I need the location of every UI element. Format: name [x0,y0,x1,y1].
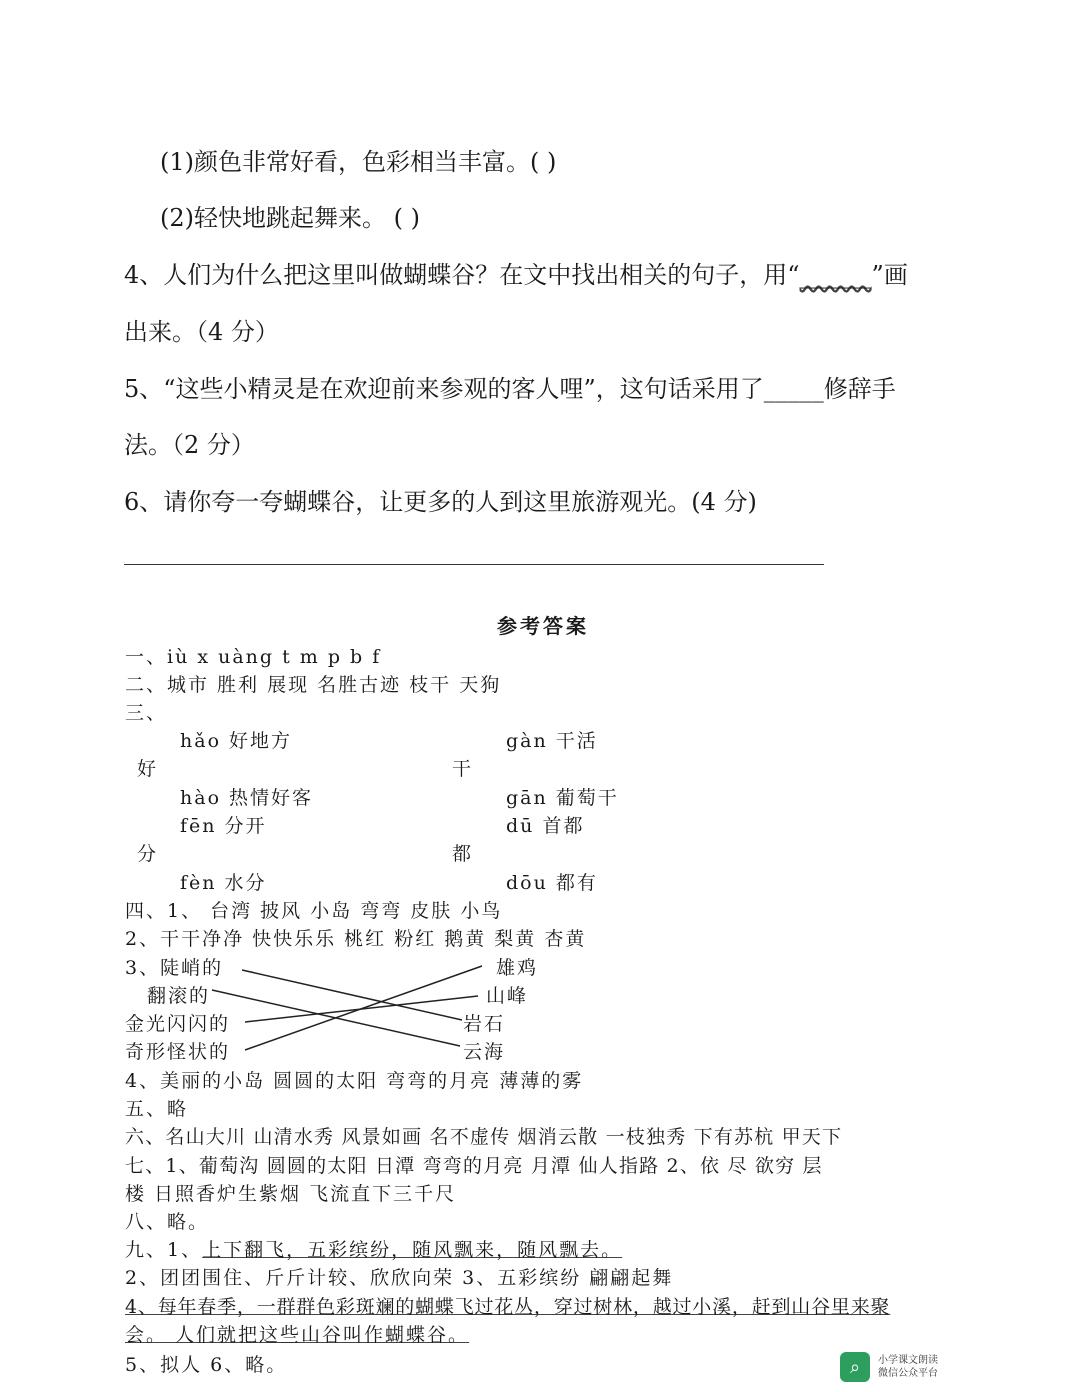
pinyin-gan1: gān 葡萄干 [506,787,619,809]
search-icon: ⌕ [840,1352,870,1382]
answer-5: 五、略 [125,1098,189,1120]
answer-2: 二、城市 胜利 展现 名胜古迹 枝干 天狗 [125,674,502,696]
answer-7-1: 七、1、葡萄沟 圆圆的太阳 日潭 弯弯的月亮 月潭 仙人指路 2、依 尽 欲穷 层 [125,1155,823,1177]
question-5-line2: 法。（2 分） [124,431,255,459]
pinyin-fen4: fèn 水分 [180,872,267,894]
question-4-text-end: ”画 [871,261,908,289]
pinyin-hao3: hǎo 好地方 [180,730,293,752]
answer-9-1-prefix: 九、1、 [125,1239,203,1261]
question-3-1: (1)颜色非常好看，色彩相当丰富。( ) [160,148,557,176]
question-6: 6、请你夸一夸蝴蝶谷，让更多的人到这里旅游观光。(4 分) [124,488,757,516]
answer-9-1 [125,1235,622,1262]
match-left-4: 奇形怪状的 [125,1041,231,1063]
char-hao: 好 [137,758,159,780]
match-right-1: 雄鸡 [496,957,539,979]
match-right-4: 云海 [463,1041,506,1063]
char-gan: 干 [452,758,474,780]
answer-8: 八、略。 [125,1211,210,1233]
char-fen: 分 [137,843,159,865]
question-4-line2: 出来。（4 分） [124,318,279,346]
question-5: 5、“这些小精灵是在欢迎前来参观的客人哩”，这句话采用了_____修辞手 [124,375,896,403]
answer-9-1-underlined: 上下翻飞，五彩缤纷，随风飘来，随风飘去。 [202,1239,623,1261]
pinyin-gan4: gàn 干活 [506,730,598,752]
pinyin-dou1: dōu 都有 [506,872,598,894]
question-3-2: (2)轻快地跳起舞来。 ( ) [160,204,420,232]
answer-6: 六、名山大川 山清水秀 风景如画 名不虚传 烟消云散 一枝独秀 下有苏杭 甲天下 [125,1126,843,1148]
pinyin-du1: dū 首都 [506,815,585,837]
watermark-line2: 微信公众平台 [878,1368,938,1379]
answer-7-2: 楼 日照香炉生紫烟 飞流直下三千尺 [125,1183,457,1205]
watermark-line1: 小学课文朗读 [878,1355,938,1366]
answer-3: 三、 [125,702,168,724]
question-4-text: 4、人们为什么把这里叫做蝴蝶谷？在文中找出相关的句子，用“ [124,261,800,289]
pinyin-fen1: fēn 分开 [180,815,267,837]
answer-9-4a: 4、每年春季，一群群色彩斑斓的蝴蝶飞过花丛，穿过树林，越过小溪，赶到山谷里来聚 [125,1296,891,1318]
answer-4-4: 4、美丽的小岛 圆圆的太阳 弯弯的月亮 薄薄的雾 [125,1070,584,1092]
wavy-line-mark: ______ [799,261,872,289]
match-right-3: 岩石 [463,1013,506,1035]
match-left-3: 金光闪闪的 [125,1013,231,1035]
match-left-1: 3、陡峭的 [125,957,224,979]
match-right-2: 山峰 [486,985,529,1007]
answer-9-4b: 会。 人们就把这些山谷叫作蝴蝶谷。 [125,1324,470,1346]
answer-4-1: 四、1、 台湾 披风 小岛 弯弯 皮肤 小鸟 [125,900,503,922]
answer-9-5: 5、拟人 6、略。 [125,1354,288,1376]
answer-4-2: 2、干干净净 快快乐乐 桃红 粉红 鹅黄 梨黄 杏黄 [125,928,587,950]
char-du: 都 [452,843,474,865]
answer-9-2: 2、团团围住、斤斤计较、欣欣向荣 3、五彩缤纷 翩翩起舞 [125,1267,674,1289]
match-left-2: 翻滚的 [147,985,211,1007]
pinyin-hao4: hào 热情好客 [180,787,314,809]
answers-title: 参考答案 [497,614,589,638]
answer-1: 一、iù x uàng t m p b f [125,646,382,668]
watermark [840,1350,960,1384]
